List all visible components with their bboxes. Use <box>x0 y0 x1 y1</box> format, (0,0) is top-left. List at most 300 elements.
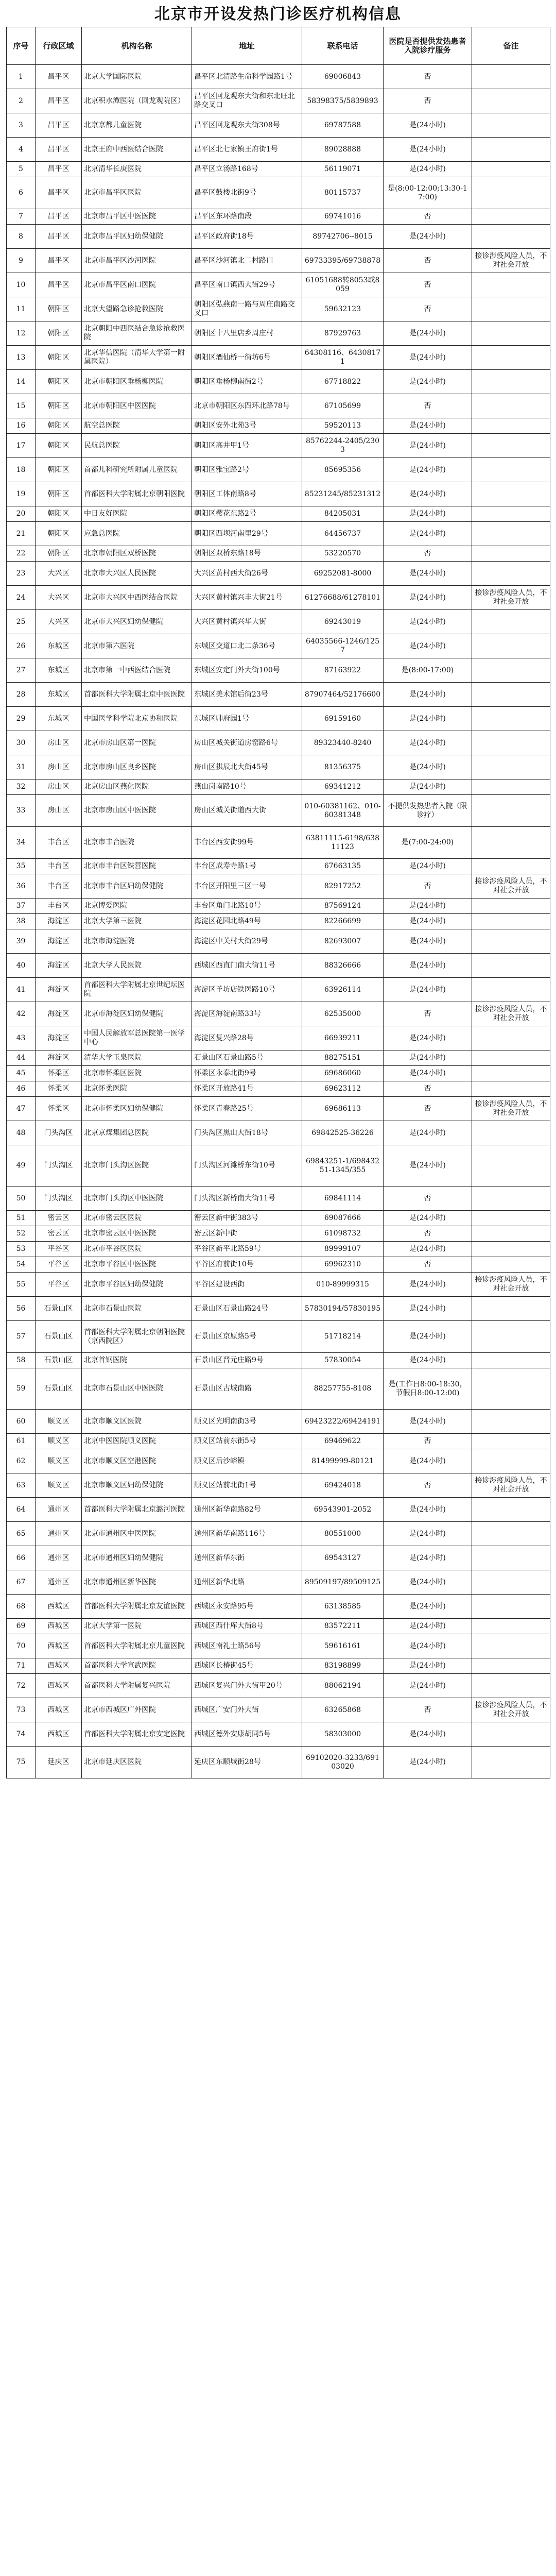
table-row <box>7 978 550 1002</box>
row-phone: 81356375 <box>302 755 384 779</box>
row-service: 不提供发热患者入院（限诊疗） <box>384 795 472 827</box>
row-address: 密云区新中街 <box>192 1226 302 1242</box>
table-row <box>7 914 550 929</box>
row-note: 接诊涉疫风险人员，不对社会开放 <box>472 586 550 610</box>
row-name: 北京市第一中西医结合医院 <box>82 658 192 683</box>
row-phone: 69843251-1/69843251-1345/355 <box>302 1145 384 1187</box>
row-index: 46 <box>7 1081 36 1097</box>
table-row <box>7 434 550 458</box>
row-note <box>472 1546 550 1570</box>
row-note <box>472 707 550 731</box>
row-service: 否 <box>384 874 472 899</box>
table-row <box>7 1674 550 1698</box>
row-district: 海淀区 <box>36 1050 82 1066</box>
row-phone: 69841114 <box>302 1187 384 1211</box>
row-service: 是(24小时) <box>384 1722 472 1747</box>
row-district: 门头沟区 <box>36 1187 82 1211</box>
row-note: 接诊涉疫风险人员，不对社会开放 <box>472 1097 550 1121</box>
row-index: 18 <box>7 458 36 482</box>
table-row <box>7 1121 550 1145</box>
row-address: 平谷区府前街10号 <box>192 1257 302 1273</box>
row-address: 房山区城关街道西大街 <box>192 795 302 827</box>
row-name: 中国医学科学院北京协和医院 <box>82 707 192 731</box>
table-row <box>7 209 550 225</box>
row-service: 是(24小时) <box>384 162 472 177</box>
row-service: 是(24小时) <box>384 1145 472 1187</box>
row-name: 北京大学国际医院 <box>82 65 192 89</box>
row-name: 北京市大兴区中西医结合医院 <box>82 586 192 610</box>
row-name: 首都医科大学附属复兴医院 <box>82 1674 192 1698</box>
row-name: 民航总医院 <box>82 434 192 458</box>
row-phone: 66939211 <box>302 1026 384 1050</box>
row-address: 大兴区黄村西大街26号 <box>192 562 302 586</box>
row-phone: 69686060 <box>302 1066 384 1081</box>
row-district: 丰台区 <box>36 827 82 859</box>
row-district: 昌平区 <box>36 65 82 89</box>
row-note <box>472 1297 550 1321</box>
row-index: 15 <box>7 394 36 418</box>
row-note: 接诊涉疫风险人员，不对社会开放 <box>472 874 550 899</box>
row-name: 北京怀柔医院 <box>82 1081 192 1097</box>
table-row <box>7 755 550 779</box>
row-index: 74 <box>7 1722 36 1747</box>
row-note <box>472 731 550 755</box>
row-phone: 010-60381162、010-60381348 <box>302 795 384 827</box>
row-district: 昌平区 <box>36 113 82 138</box>
row-index: 63 <box>7 1473 36 1498</box>
row-name: 中日友好医院 <box>82 506 192 522</box>
row-phone: 69087666 <box>302 1211 384 1226</box>
row-name: 北京市怀柔区医院 <box>82 1066 192 1081</box>
row-service: 是(24小时) <box>384 1522 472 1546</box>
row-name: 北京市石景山医院 <box>82 1297 192 1321</box>
row-note <box>472 1121 550 1145</box>
row-name: 北京首钢医院 <box>82 1353 192 1368</box>
row-index: 72 <box>7 1674 36 1698</box>
row-name: 首都医科大学附属北京安定医院 <box>82 1722 192 1747</box>
row-service: 是(24小时) <box>384 370 472 394</box>
row-note <box>472 1658 550 1674</box>
row-name: 北京市大兴区人民医院 <box>82 562 192 586</box>
row-address: 通州区新华南路116号 <box>192 1522 302 1546</box>
row-district: 石景山区 <box>36 1297 82 1321</box>
row-address: 平谷区建设西街 <box>192 1273 302 1297</box>
row-address: 通州区新华南路82号 <box>192 1498 302 1522</box>
row-service: 是(8:00-17:00) <box>384 658 472 683</box>
row-index: 33 <box>7 795 36 827</box>
row-name: 北京房山区燕化医院 <box>82 779 192 795</box>
table-row <box>7 346 550 370</box>
row-index: 41 <box>7 978 36 1002</box>
row-name: 北京市门头沟区医院 <box>82 1145 192 1187</box>
row-note <box>472 683 550 707</box>
row-phone: 89323440-8240 <box>302 731 384 755</box>
row-name: 北京市通州区中医医院 <box>82 1522 192 1546</box>
row-service: 否 <box>384 1187 472 1211</box>
row-index: 44 <box>7 1050 36 1066</box>
row-note <box>472 418 550 434</box>
row-note <box>472 1722 550 1747</box>
row-name: 北京华信医院（清华大学第一附属医院） <box>82 346 192 370</box>
row-address: 西城区德外安康胡同5号 <box>192 1722 302 1747</box>
row-district: 门头沟区 <box>36 1121 82 1145</box>
row-note <box>472 954 550 978</box>
row-note <box>472 209 550 225</box>
row-index: 54 <box>7 1257 36 1273</box>
table-row <box>7 1226 550 1242</box>
table-row <box>7 418 550 434</box>
row-address: 朝阳区十八里店乡周庄村 <box>192 321 302 346</box>
table-row <box>7 1410 550 1434</box>
row-note <box>472 1066 550 1081</box>
table-row <box>7 297 550 321</box>
row-index: 35 <box>7 859 36 874</box>
row-phone: 69623112 <box>302 1081 384 1097</box>
row-phone: 87907464/52176600 <box>302 683 384 707</box>
row-note <box>472 394 550 418</box>
table-row <box>7 225 550 249</box>
row-service: 否 <box>384 1002 472 1026</box>
row-index: 47 <box>7 1097 36 1121</box>
row-district: 顺义区 <box>36 1434 82 1449</box>
row-service: 是(24小时) <box>384 1242 472 1257</box>
row-index: 43 <box>7 1026 36 1050</box>
row-name: 北京市平谷区中医医院 <box>82 1257 192 1273</box>
row-name: 北京市顺义区空港医院 <box>82 1449 192 1473</box>
row-district: 通州区 <box>36 1522 82 1546</box>
row-service: 否 <box>384 273 472 297</box>
row-note <box>472 610 550 634</box>
row-name: 北京市朝阳区双桥医院 <box>82 546 192 562</box>
row-service: 是(24小时) <box>384 1121 472 1145</box>
row-service: 是(24小时) <box>384 434 472 458</box>
row-phone: 87929763 <box>302 321 384 346</box>
row-index: 24 <box>7 586 36 610</box>
row-service: 否 <box>384 297 472 321</box>
row-district: 西城区 <box>36 1634 82 1658</box>
row-district: 石景山区 <box>36 1353 82 1368</box>
row-phone: 69252081-8000 <box>302 562 384 586</box>
row-note <box>472 1321 550 1353</box>
row-note <box>472 1595 550 1619</box>
row-index: 65 <box>7 1522 36 1546</box>
row-service: 是(24小时) <box>384 954 472 978</box>
row-note <box>472 859 550 874</box>
row-index: 13 <box>7 346 36 370</box>
table-row <box>7 562 550 586</box>
row-index: 5 <box>7 162 36 177</box>
table-row <box>7 1473 550 1498</box>
row-name: 首都医科大学附属北京朝阳医院（京西院区） <box>82 1321 192 1353</box>
row-address: 昌平区鼓楼北街9号 <box>192 177 302 209</box>
row-phone: 69733395/69738878 <box>302 249 384 273</box>
row-note: 接诊涉疫风险人员，不对社会开放 <box>472 1698 550 1722</box>
row-note: 接诊涉疫风险人员，不对社会开放 <box>472 1273 550 1297</box>
row-address: 昌平区政府街18号 <box>192 225 302 249</box>
row-service: 否 <box>384 65 472 89</box>
row-note <box>472 482 550 506</box>
row-district: 大兴区 <box>36 562 82 586</box>
row-address: 顺义区站前东街5号 <box>192 1434 302 1449</box>
row-district: 丰台区 <box>36 899 82 914</box>
row-note <box>472 522 550 546</box>
row-index: 30 <box>7 731 36 755</box>
row-service: 是(24小时) <box>384 458 472 482</box>
row-index: 64 <box>7 1498 36 1522</box>
row-index: 3 <box>7 113 36 138</box>
row-note <box>472 899 550 914</box>
row-note <box>472 978 550 1002</box>
row-service: 是(24小时) <box>384 522 472 546</box>
table-row <box>7 1026 550 1050</box>
row-district: 房山区 <box>36 795 82 827</box>
row-district: 顺义区 <box>36 1410 82 1434</box>
row-phone: 63265868 <box>302 1698 384 1722</box>
row-name: 北京市顺义区妇幼保健院 <box>82 1473 192 1498</box>
row-district: 朝阳区 <box>36 394 82 418</box>
row-note <box>472 138 550 162</box>
table-row <box>7 1658 550 1674</box>
row-district: 海淀区 <box>36 1002 82 1026</box>
row-service: 否 <box>384 546 472 562</box>
row-address: 顺义区光明南街3号 <box>192 1410 302 1434</box>
table-row <box>7 1634 550 1658</box>
row-name: 首都医科大学附属北京友谊医院 <box>82 1595 192 1619</box>
row-service: 是(24小时) <box>384 138 472 162</box>
row-note <box>472 273 550 297</box>
row-service: 是(24小时) <box>384 321 472 346</box>
row-note <box>472 1619 550 1634</box>
row-district: 海淀区 <box>36 914 82 929</box>
table-row <box>7 795 550 827</box>
row-district: 朝阳区 <box>36 346 82 370</box>
row-name: 北京市房山区第一医院 <box>82 731 192 755</box>
row-district: 昌平区 <box>36 138 82 162</box>
row-phone: 62535000 <box>302 1002 384 1026</box>
table-row <box>7 1066 550 1081</box>
table-row <box>7 1570 550 1595</box>
row-phone: 87163922 <box>302 658 384 683</box>
row-index: 37 <box>7 899 36 914</box>
row-phone: 69842525-36226 <box>302 1121 384 1145</box>
row-phone: 64456737 <box>302 522 384 546</box>
row-service: 是(24小时) <box>384 1273 472 1297</box>
row-service: 是(24小时) <box>384 506 472 522</box>
row-address: 丰台区开阳里三区一号 <box>192 874 302 899</box>
row-service: 是(24小时) <box>384 755 472 779</box>
table-row <box>7 859 550 874</box>
table-row <box>7 458 550 482</box>
row-district: 西城区 <box>36 1674 82 1698</box>
row-note <box>472 1081 550 1097</box>
row-service: 是(24小时) <box>384 731 472 755</box>
row-service: 是(24小时) <box>384 1674 472 1698</box>
row-address: 丰台区成寿寺路1号 <box>192 859 302 874</box>
table-row <box>7 394 550 418</box>
row-note <box>472 929 550 954</box>
row-index: 66 <box>7 1546 36 1570</box>
row-address: 顺义区后沙峪镇 <box>192 1449 302 1473</box>
row-phone: 59632123 <box>302 297 384 321</box>
row-service: 否 <box>384 89 472 113</box>
row-note <box>472 1570 550 1595</box>
row-phone: 69741016 <box>302 209 384 225</box>
row-name: 北京博爱医院 <box>82 899 192 914</box>
row-district: 顺义区 <box>36 1473 82 1498</box>
row-index: 57 <box>7 1321 36 1353</box>
row-district: 通州区 <box>36 1570 82 1595</box>
row-district: 石景山区 <box>36 1321 82 1353</box>
row-name: 北京大学第一医院 <box>82 1619 192 1634</box>
row-service: 否 <box>384 1081 472 1097</box>
row-service: 是(24小时) <box>384 1658 472 1674</box>
table-row <box>7 321 550 346</box>
row-phone: 80115737 <box>302 177 384 209</box>
row-name: 首都医科大学附属北京儿童医院 <box>82 1634 192 1658</box>
row-phone: 83572211 <box>302 1619 384 1634</box>
row-index: 7 <box>7 209 36 225</box>
row-service: 是(24小时) <box>384 899 472 914</box>
row-service: 否 <box>384 1434 472 1449</box>
row-district: 西城区 <box>36 1619 82 1634</box>
row-service: 是(24小时) <box>384 914 472 929</box>
row-note <box>472 755 550 779</box>
row-phone: 69006843 <box>302 65 384 89</box>
row-address: 门头沟区黑山大街18号 <box>192 1121 302 1145</box>
row-district: 平谷区 <box>36 1273 82 1297</box>
row-note <box>472 89 550 113</box>
row-address: 朝阳区酒仙桥一街坊6号 <box>192 346 302 370</box>
row-district: 朝阳区 <box>36 522 82 546</box>
table-row <box>7 522 550 546</box>
row-note <box>472 1242 550 1257</box>
table-row <box>7 1368 550 1410</box>
table-row <box>7 249 550 273</box>
row-service: 是(24小时) <box>384 1498 472 1522</box>
table-row <box>7 731 550 755</box>
row-district: 朝阳区 <box>36 506 82 522</box>
row-address: 朝阳区垂杨柳南街2号 <box>192 370 302 394</box>
row-address: 丰台区角门北路10号 <box>192 899 302 914</box>
row-phone: 69159160 <box>302 707 384 731</box>
row-note <box>472 1353 550 1368</box>
row-district: 朝阳区 <box>36 321 82 346</box>
row-name: 首都医科大学附属北京潞河医院 <box>82 1498 192 1522</box>
row-note: 接诊涉疫风险人员，不对社会开放 <box>472 249 550 273</box>
row-district: 西城区 <box>36 1722 82 1747</box>
row-address: 密云区新中街383号 <box>192 1211 302 1226</box>
row-service: 是(8:00-12:00;13:30-17:00) <box>384 177 472 209</box>
row-note <box>472 1522 550 1546</box>
row-service: 是(24小时) <box>384 1449 472 1473</box>
row-index: 36 <box>7 874 36 899</box>
row-name: 中国人民解放军总医院第一医学中心 <box>82 1026 192 1050</box>
table-row <box>7 89 550 113</box>
row-name: 应急总医院 <box>82 522 192 546</box>
row-district: 密云区 <box>36 1211 82 1226</box>
row-index: 61 <box>7 1434 36 1449</box>
row-service: 否 <box>384 1097 472 1121</box>
row-index: 6 <box>7 177 36 209</box>
row-index: 29 <box>7 707 36 731</box>
row-phone: 63926114 <box>302 978 384 1002</box>
table-row <box>7 1297 550 1321</box>
row-address: 西城区广安门外大街 <box>192 1698 302 1722</box>
table-row <box>7 370 550 394</box>
row-phone: 58303000 <box>302 1722 384 1747</box>
row-address: 海淀区海淀南路33号 <box>192 1002 302 1026</box>
table-row <box>7 683 550 707</box>
row-district: 朝阳区 <box>36 370 82 394</box>
row-index: 69 <box>7 1619 36 1634</box>
row-name: 首都医科大学附属北京中医医院 <box>82 683 192 707</box>
row-service: 是(24小时) <box>384 1066 472 1081</box>
row-index: 56 <box>7 1297 36 1321</box>
row-index: 16 <box>7 418 36 434</box>
table-row <box>7 113 550 138</box>
col-header-index: 序号 <box>7 27 36 65</box>
row-address: 东城区帅府园1号 <box>192 707 302 731</box>
row-district: 丰台区 <box>36 874 82 899</box>
row-address: 昌平区北清路生命科学园路1号 <box>192 65 302 89</box>
row-name: 北京大学第三医院 <box>82 914 192 929</box>
row-name: 北京市海淀区妇幼保健院 <box>82 1002 192 1026</box>
table-row <box>7 1619 550 1634</box>
row-service: 否 <box>384 1257 472 1273</box>
row-index: 11 <box>7 297 36 321</box>
row-service: 是(24小时) <box>384 586 472 610</box>
row-index: 45 <box>7 1066 36 1081</box>
row-phone: 67663135 <box>302 859 384 874</box>
row-index: 22 <box>7 546 36 562</box>
table-row <box>7 177 550 209</box>
row-address: 昌平区沙河镇北二村路口 <box>192 249 302 273</box>
row-phone: 64035566-1246/1257 <box>302 634 384 658</box>
row-district: 昌平区 <box>36 162 82 177</box>
row-phone: 53220570 <box>302 546 384 562</box>
row-service: 是(24小时) <box>384 859 472 874</box>
row-index: 14 <box>7 370 36 394</box>
table-row <box>7 1187 550 1211</box>
row-note <box>472 546 550 562</box>
row-address: 昌平区东环路南段 <box>192 209 302 225</box>
col-header-service: 医院是否提供发热患者入院诊疗服务 <box>384 27 472 65</box>
row-note <box>472 1226 550 1242</box>
row-note <box>472 1211 550 1226</box>
table-row <box>7 1321 550 1353</box>
row-address: 燕山岗南路10号 <box>192 779 302 795</box>
row-address: 石景山区晋元庄路9号 <box>192 1353 302 1368</box>
row-phone: 88062194 <box>302 1674 384 1698</box>
row-index: 32 <box>7 779 36 795</box>
row-address: 朝阳区双桥东路18号 <box>192 546 302 562</box>
row-phone: 61098732 <box>302 1226 384 1242</box>
row-service: 是(24小时) <box>384 1619 472 1634</box>
row-name: 北京市丰台区铁营医院 <box>82 859 192 874</box>
row-district: 朝阳区 <box>36 418 82 434</box>
row-phone: 89742706--8015 <box>302 225 384 249</box>
row-note <box>472 795 550 827</box>
row-index: 62 <box>7 1449 36 1473</box>
row-phone: 61051688转8053或8059 <box>302 273 384 297</box>
table-row <box>7 827 550 859</box>
row-address: 丰台区西安街99号 <box>192 827 302 859</box>
row-address: 海淀区中关村大街29号 <box>192 929 302 954</box>
row-name: 北京市平谷区医院 <box>82 1242 192 1257</box>
row-note <box>472 1050 550 1066</box>
row-index: 31 <box>7 755 36 779</box>
row-address: 石景山区京原路5号 <box>192 1321 302 1353</box>
